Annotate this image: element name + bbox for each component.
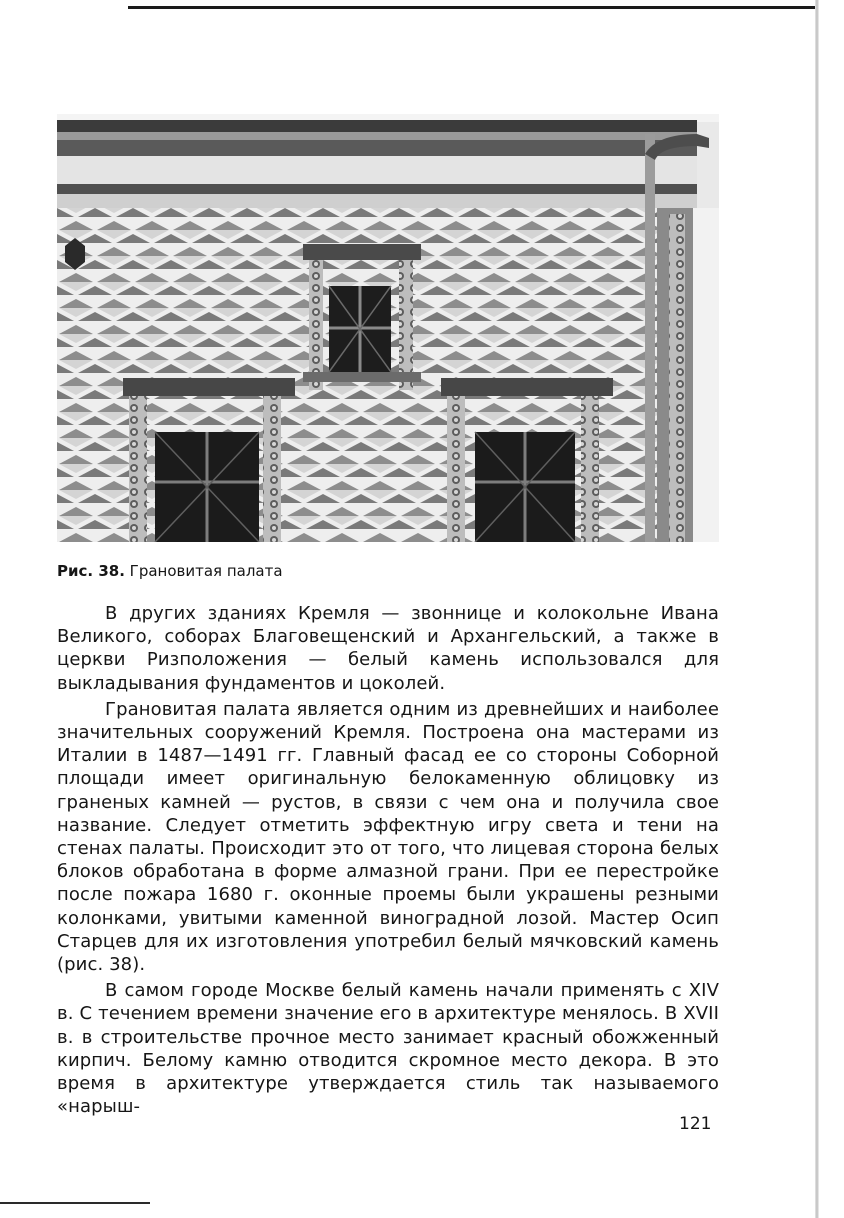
paragraph: Грановитая палата является одним из древнейших и наиболее значительных сооружений Кремля. Построена она мастерами из Италии в 1487—1491 гг. Главный фасад ее со стороны Соборной площади имеет оригинальную белокаменную облицовку из граненых камней — рустов, в связи с чем она и получила свое название. Следует отметить эффектную игру света и тени на стенах палаты. Происходит это от того, что лицевая сторона белых блоков обработана в форме алмазной грани. При ее перестройке после пожара 1680 г. оконные проемы были украшены резными колонками, увитыми каменной виноградной лозой. Мастер Осип Старцев для их изготовления употребил белый мячковский камень (рис. 38). bbox=[57, 698, 719, 976]
figure-caption bbox=[57, 561, 283, 581]
figure-photo-granovitaya-palata bbox=[57, 114, 719, 542]
page-right-edge bbox=[815, 0, 819, 1218]
bottom-scan-rule bbox=[0, 1202, 150, 1204]
figure-caption-text: Грановитая палата bbox=[129, 562, 283, 580]
paragraph: В других зданиях Кремля — звоннице и колокольне Ивана Великого, соборах Благовещенский и Архангельский, а также в церкви Ризположения — белый камень использовался для выкладывания фундаментов и цоколей. bbox=[57, 603, 719, 694]
top-scan-rule bbox=[128, 6, 818, 9]
page-number: 121 bbox=[679, 1114, 712, 1134]
body-text bbox=[57, 602, 719, 1121]
figure-caption-label: Рис. 38. bbox=[57, 562, 125, 580]
paragraph: В самом городе Москве белый камень начали применять с XIV в. С течением времени значение его в архитектуре менялось. В XVII в. в строительстве прочное место занимает красный обожженный кирпич. Белому камню отводится скромное место декора. В это время в архитектуре утверждается стиль так называемого «нарыш- bbox=[57, 980, 719, 1118]
